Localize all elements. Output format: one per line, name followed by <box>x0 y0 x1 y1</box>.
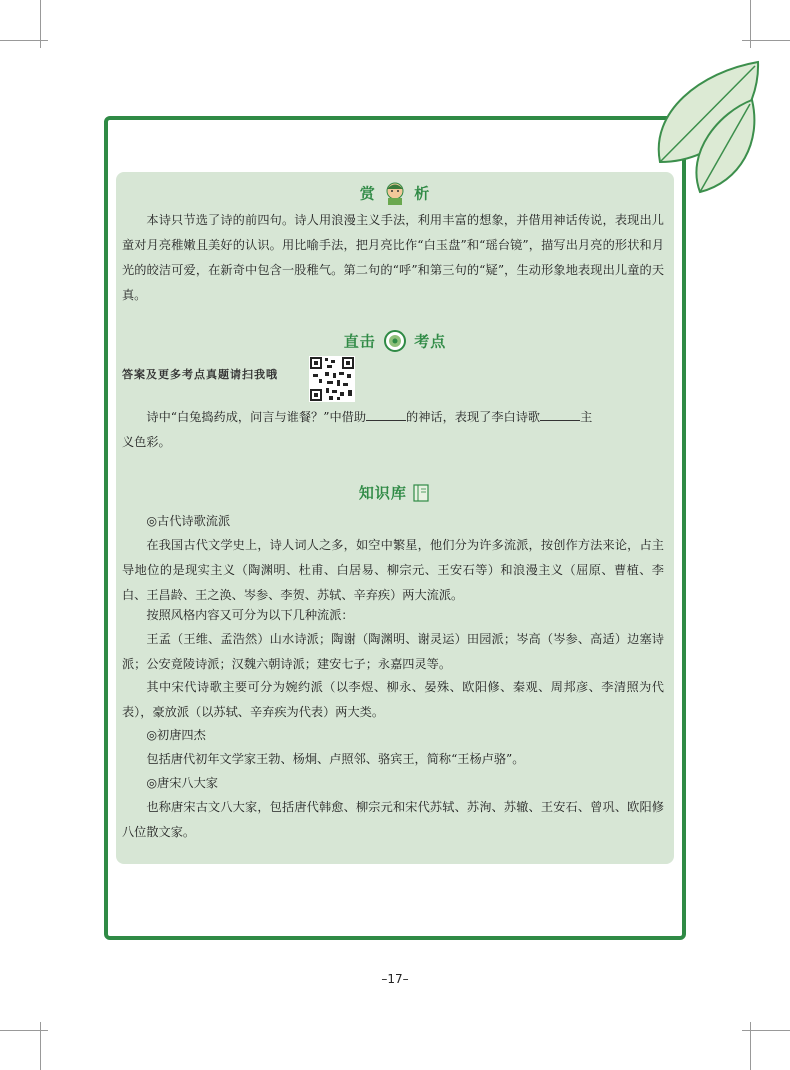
schools-paragraph-3: 王孟（王维、孟浩然）山水诗派；陶谢（陶渊明、谢灵运）田园派；岑高（岑参、高适）边塞诗派；公安竟陵诗派；汉魏六朝诗派；建安七子；永嘉四灵等。 <box>122 632 664 671</box>
question-part2: 的神话，表现了李白诗歌 <box>406 410 541 424</box>
four-poets-paragraph: 包括唐代初年文学家王勃、杨炯、卢照邻、骆宾王，简称“王杨卢骆”。 <box>146 752 525 766</box>
reading-child-icon <box>382 180 408 206</box>
qr-prompt: 答案及更多考点真题请扫我哦 <box>122 368 278 381</box>
crop-mark <box>742 40 790 41</box>
knowledge-heading <box>0 482 790 503</box>
knowledge-title: 知识库 <box>358 484 407 502</box>
page-number: –17– <box>381 972 409 986</box>
appreciation-title-b: 析 <box>414 184 431 203</box>
question-part3: 主 <box>580 410 593 424</box>
appreciation-title-a: 赏 <box>359 184 376 203</box>
exam-heading <box>0 328 790 354</box>
schools-paragraph-2: 按照风格内容又可分为以下几种流派： <box>146 608 354 622</box>
book-icon <box>413 483 431 503</box>
exam-question <box>122 405 664 430</box>
appreciation-heading <box>0 180 790 206</box>
crop-mark <box>0 40 48 41</box>
answer-blank[interactable] <box>366 408 406 421</box>
appreciation-text: 本诗只节选了诗的前四句。诗人用浪漫主义手法，利用丰富的想象，并借用神话传说，表现出儿童对月亮稚嫩且美好的认识。用比喻手法，把月亮比作“白玉盘”和“瑶台镜”，描写出月亮的形状和月光的皎洁可爱，在新奇中包含一股稚气。第二句的“呼”和第三句的“疑”，生动形象地表现出儿童的天真。 <box>122 213 664 302</box>
exam-title-b: 考点 <box>414 332 447 351</box>
section-title-schools: ◎古代诗歌流派 <box>146 514 231 528</box>
exam-title-a: 直击 <box>343 332 376 351</box>
section-title-eight-masters: ◎唐宋八大家 <box>146 776 218 790</box>
section-title-four-poets: ◎初唐四杰 <box>146 728 206 742</box>
exam-question-line2: 义色彩。 <box>122 435 171 449</box>
schools-paragraph-4: 其中宋代诗歌主要可分为婉约派（以李煜、柳永、晏殊、欧阳修、秦观、周邦彦、李清照为代表），豪放派（以苏轼、辛弃疾为代表）两大类。 <box>122 680 664 719</box>
crop-mark <box>742 1030 790 1031</box>
eight-masters-paragraph: 也称唐宋古文八大家，包括唐代韩愈、柳宗元和宋代苏轼、苏洵、苏辙、王安石、曾巩、欧阳修八位散文家。 <box>122 800 664 839</box>
answer-blank[interactable] <box>540 408 580 421</box>
target-icon <box>382 328 408 354</box>
schools-paragraph-1: 在我国古代文学史上，诗人词人之多，如空中繁星，他们分为许多流派，按创作方法来论，占主导地位的是现实主义（陶渊明、杜甫、白居易、柳宗元、王安石等）和浪漫主义（屈原、曹植、李白、王昌龄、王之涣、岑参、李贺、苏轼、辛弃疾）两大流派。 <box>122 538 664 602</box>
crop-mark <box>0 1030 48 1031</box>
qr-code-icon[interactable] <box>309 356 355 402</box>
question-part1: 诗中“白兔捣药成，问言与谁餐？”中借助 <box>146 410 367 424</box>
